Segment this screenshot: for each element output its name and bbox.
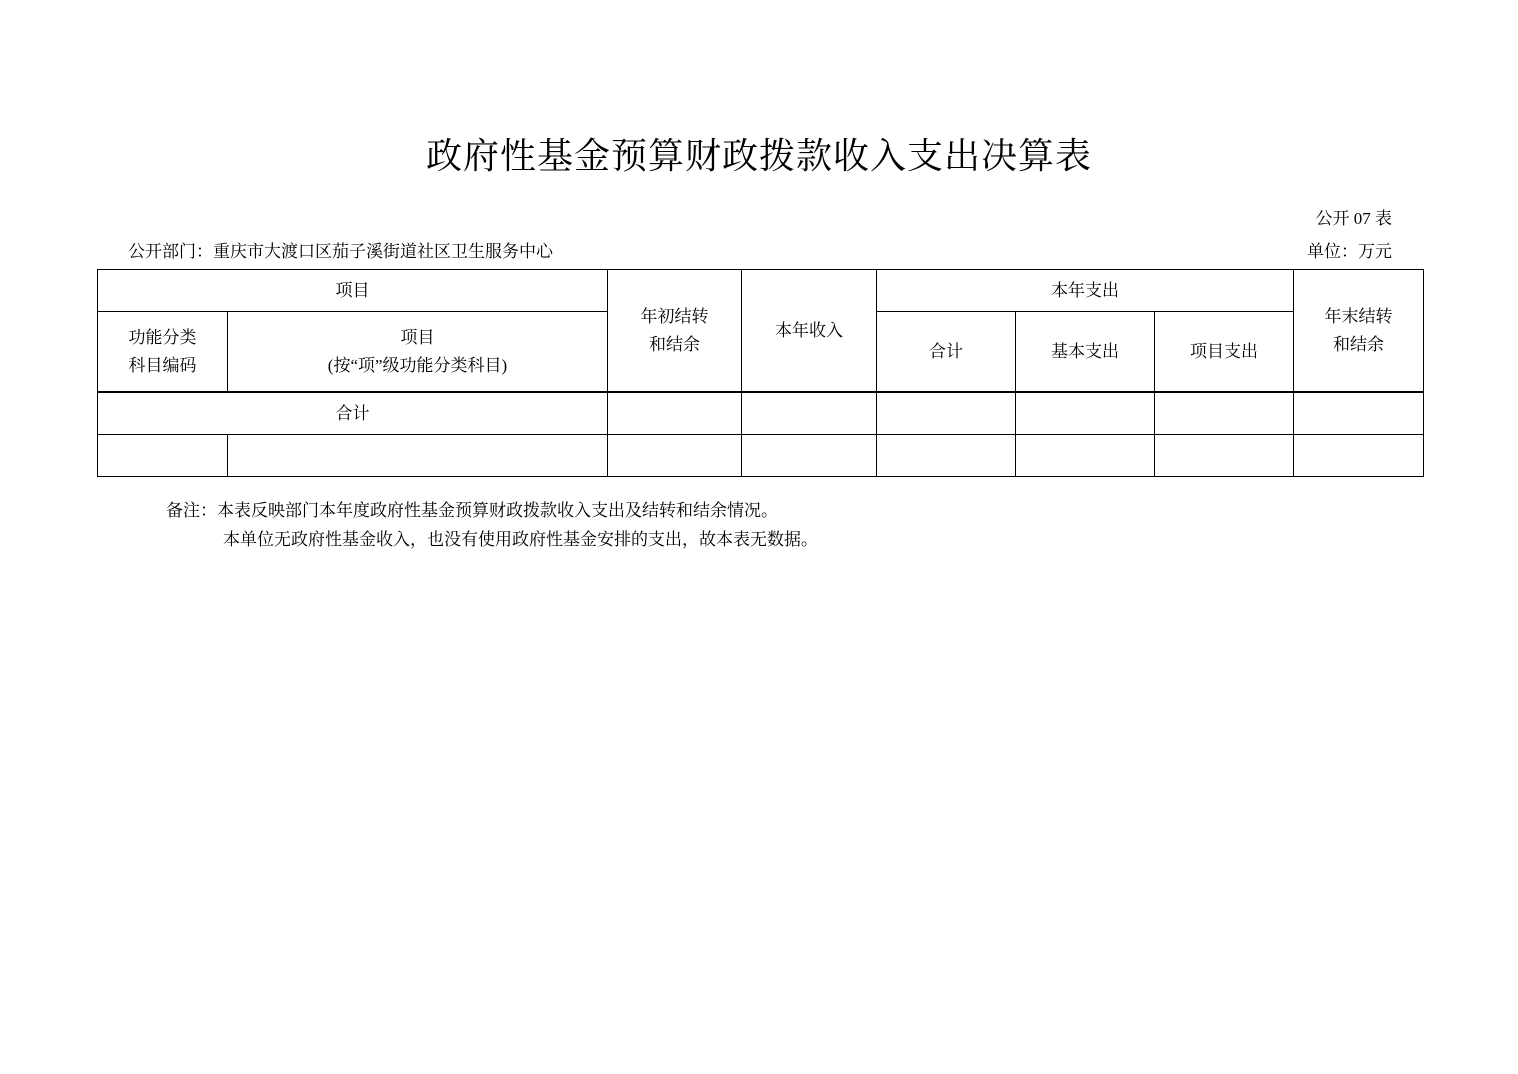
row-code-cell [98,435,228,477]
total-row [98,392,1424,435]
header-expense-basic: 基本支出 [1016,312,1155,393]
row-end-cell [1294,435,1424,477]
total-expense-total-cell [877,392,1016,435]
header-code [98,312,228,393]
header-expense-project: 项目支出 [1155,312,1294,393]
header-income: 本年收入 [742,270,877,393]
note-line-2: 本单位无政府性基金收入，也没有使用政府性基金安排的支出，故本表无数据。 [223,530,818,549]
total-expense-basic-cell [1016,392,1155,435]
notes [166,496,818,554]
header-item-line1: 项目 [400,327,435,347]
header-item-line2: (按“项”级功能分类科目) [327,355,508,375]
header-end-balance [1294,270,1424,393]
total-end-cell [1294,392,1424,435]
page-title: 政府性基金预算财政拨款收入支出决算表 [425,136,1092,176]
note-line-1: 备注：本表反映部门本年度政府性基金预算财政拨款收入支出及结转和结余情况。 [166,501,778,520]
row-begin-cell [608,435,742,477]
header-expense-total: 合计 [877,312,1016,393]
header-end-line1: 年末结转 [1324,306,1393,326]
total-expense-project-cell [1155,392,1294,435]
header-begin-line2: 和结余 [649,334,700,354]
form-number: 公开 07 表 [1315,209,1392,228]
row-item-cell [228,435,608,477]
header-code-line1: 功能分类 [128,327,197,347]
table-row [98,435,1424,477]
row-expense-total-cell [877,435,1016,477]
header-expense: 本年支出 [877,270,1294,312]
total-begin-cell [608,392,742,435]
header-code-line2: 科目编码 [128,355,197,375]
department-label: 公开部门：重庆市大渡口区茄子溪街道社区卫生服务中心 [128,242,553,261]
header-item [228,312,608,393]
row-expense-project-cell [1155,435,1294,477]
row-income-cell [742,435,877,477]
header-begin-balance [608,270,742,393]
total-income-cell [742,392,877,435]
header-end-line2: 和结余 [1333,334,1384,354]
row-expense-basic-cell [1016,435,1155,477]
header-project: 项目 [98,270,608,312]
budget-table [97,269,1424,477]
header-begin-line1: 年初结转 [640,306,709,326]
total-label: 合计 [98,392,608,435]
unit-label: 单位：万元 [1307,242,1392,261]
